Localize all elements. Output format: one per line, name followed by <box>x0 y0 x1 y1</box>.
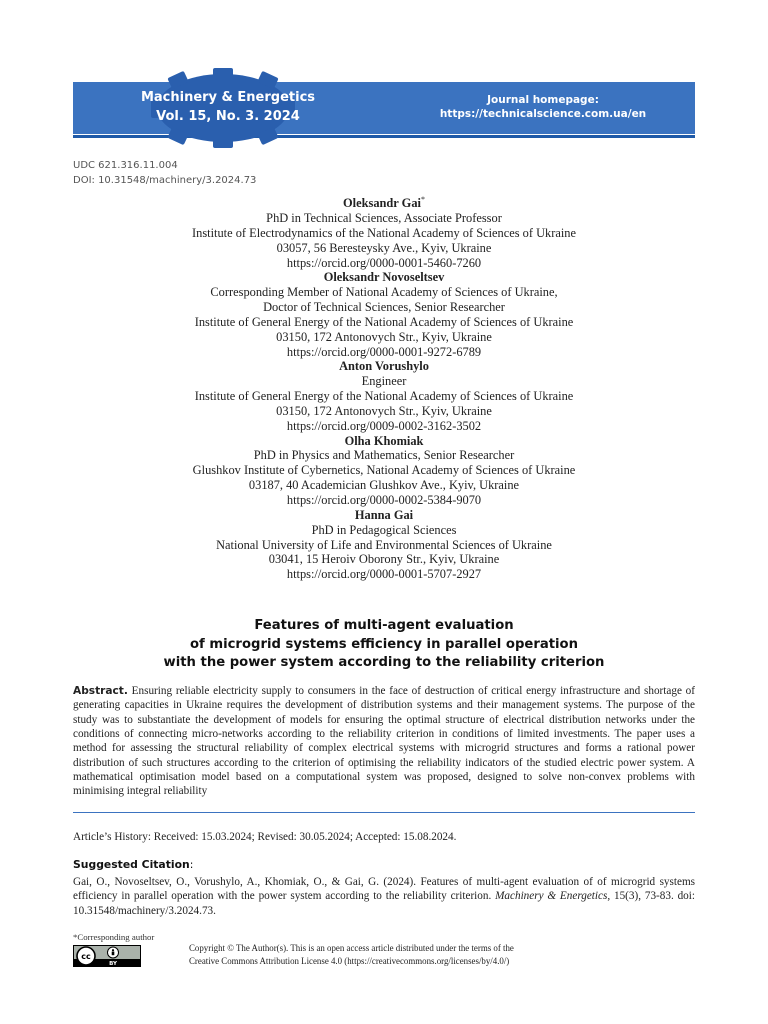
author-affiliation-line: 03150, 172 Antonovych Str., Kyiv, Ukraine <box>276 329 492 344</box>
cc-badge-by: BY <box>109 961 117 967</box>
journal-homepage <box>403 93 683 121</box>
citation-text <box>73 875 695 918</box>
author-affiliation-line: National University of Life and Environmental Sciences of Ukraine <box>216 537 552 552</box>
author-affiliation-line: Institute of General Energy of the National Academy of Sciences of Ukraine <box>194 389 574 404</box>
title-line: of microgrid systems efficiency in parallel operation <box>189 636 579 652</box>
journal-name: Machinery & Energetics <box>140 90 316 105</box>
author-orcid-link[interactable]: https://orcid.org/0000-0001-5460-7260 <box>286 255 482 270</box>
author-affiliation-line: Engineer <box>361 374 407 389</box>
citation-tail: 15(3), 73-83. doi: 10.31548/machinery/3.2024.73. <box>73 890 695 917</box>
citation-colon: : <box>189 858 194 871</box>
abstract-text: Ensuring reliable electricity supply to consumers in the face of destruction of critical energy infrastructure and shortage of generating capacities in Ukraine requires the development of distribution systems and their management systems. The purpose of the study was to substantiate the development of models for ensuring the optimal structure of electrical distribution networks under the conditions of connecting micro-networks according to the reliability criterion in conditions of limited investments. The paper uses a method for assessing the structural reliability of complex electrical systems with microgrid structures and forms a rational power distribution of such structures according to the criterion of optimising the reliability indicators of the studied electric power system. A mathematical optimisation model based on a computational system was proposed, designed to solve non-convex problems with minimising integral reliability <box>73 685 695 798</box>
citation-label: Suggested Citation <box>73 858 190 871</box>
author-name-text: Olha Khomiak <box>344 433 424 448</box>
section-divider <box>73 812 695 813</box>
doi-code: DOI: 10.31548/machinery/3.2024.73 <box>73 175 257 186</box>
author-name <box>73 508 695 523</box>
author-affiliation-line: PhD in Pedagogical Sciences <box>311 522 457 537</box>
author-name-text: Oleksandr Gai <box>343 196 421 211</box>
author-block <box>73 508 695 582</box>
homepage-link[interactable]: https://technicalscience.com.ua/en <box>439 108 647 120</box>
author-name <box>73 193 695 211</box>
corresponding-mark: * <box>420 195 425 204</box>
author-block <box>73 434 695 508</box>
author-block <box>73 359 695 433</box>
author-affiliation-line: 03057, 56 Beresteysky Ave., Kyiv, Ukraine <box>276 240 492 255</box>
author-block <box>73 193 695 270</box>
author-name-text: Oleksandr Novoseltsev <box>323 270 445 285</box>
license-line[interactable]: Creative Commons Attribution License 4.0 (https://creativecommons.org/licenses/by/4.0/) <box>189 956 510 966</box>
corresponding-author-note: *Corresponding author <box>73 932 155 942</box>
udc-code: UDC 621.316.11.004 <box>73 160 178 171</box>
author-name <box>73 434 695 449</box>
author-affiliation-line: Institute of Electrodynamics of the National Academy of Sciences of Ukraine <box>192 225 576 240</box>
article-identifiers <box>73 158 256 188</box>
author-affiliation-line: 03041, 15 Heroiv Oborony Str., Kyiv, Ukraine <box>268 552 500 567</box>
title-line: Features of multi-agent evaluation <box>254 618 514 633</box>
author-orcid-link[interactable]: https://orcid.org/0000-0002-5384-9070 <box>286 493 482 507</box>
abstract-label: Abstract. <box>73 685 128 697</box>
copyright-notice <box>189 942 689 968</box>
author-affiliation-line: Glushkov Institute of Cybernetics, National Academy of Sciences of Ukraine <box>192 463 576 478</box>
article-title <box>73 617 695 673</box>
author-name <box>73 270 695 285</box>
author-name-text: Hanna Gai <box>354 507 414 522</box>
author-affiliation-line: PhD in Technical Sciences, Associate Professor <box>266 210 502 225</box>
author-affiliation-line: Corresponding Member of National Academy of Sciences of Ukraine, <box>210 285 558 300</box>
author-orcid-link[interactable]: https://orcid.org/0000-0001-5707-2927 <box>286 567 482 582</box>
author-affiliation-line: PhD in Physics and Mathematics, Senior Researcher <box>253 448 515 463</box>
article-history: Article’s History: Received: 15.03.2024; Revised: 30.05.2024; Accepted: 15.08.2024. <box>73 831 457 843</box>
author-block <box>73 270 695 359</box>
title-line: with the power system according to the reliability criterion <box>163 655 605 670</box>
journal-volume: Vol. 15, No. 3. 2024 <box>156 109 300 124</box>
author-affiliation-line: 03150, 172 Antonovych Str., Kyiv, Ukraine <box>276 403 492 418</box>
citation-body: Gai, O., Novoseltsev, O., Vorushylo, A., Khomiak, O., & Gai, G. (2024). Features of multi-agent evaluation of of microgrid systems efficiency in parallel operation with the power system according to the reliability criterion. <box>73 876 695 903</box>
author-name <box>73 359 695 374</box>
abstract <box>73 684 695 799</box>
author-list <box>73 193 695 582</box>
author-affiliation-line: 03187, 40 Academician Glushkov Ave., Kyiv, Ukraine <box>248 478 520 493</box>
cc-badge-mark: cc <box>81 952 91 961</box>
author-orcid-link[interactable]: https://orcid.org/0000-0001-9272-6789 <box>286 344 482 359</box>
author-name-text: Anton Vorushylo <box>339 359 429 374</box>
copyright-line: Copyright © The Author(s). This is an open access article distributed under the terms of the <box>189 943 514 953</box>
journal-masthead <box>73 88 383 126</box>
journal-banner <box>73 82 695 134</box>
author-orcid-link[interactable]: https://orcid.org/0009-0002-3162-3502 <box>286 418 482 433</box>
author-affiliation-line: Institute of General Energy of the National Academy of Sciences of Ukraine <box>194 314 574 329</box>
citation-heading <box>73 858 193 871</box>
author-affiliation-line: Doctor of Technical Sciences, Senior Researcher <box>263 300 505 315</box>
homepage-label: Journal homepage: <box>487 94 599 106</box>
citation-journal: Machinery & Energetics, <box>495 890 611 903</box>
cc-by-license-icon[interactable] <box>73 945 141 967</box>
